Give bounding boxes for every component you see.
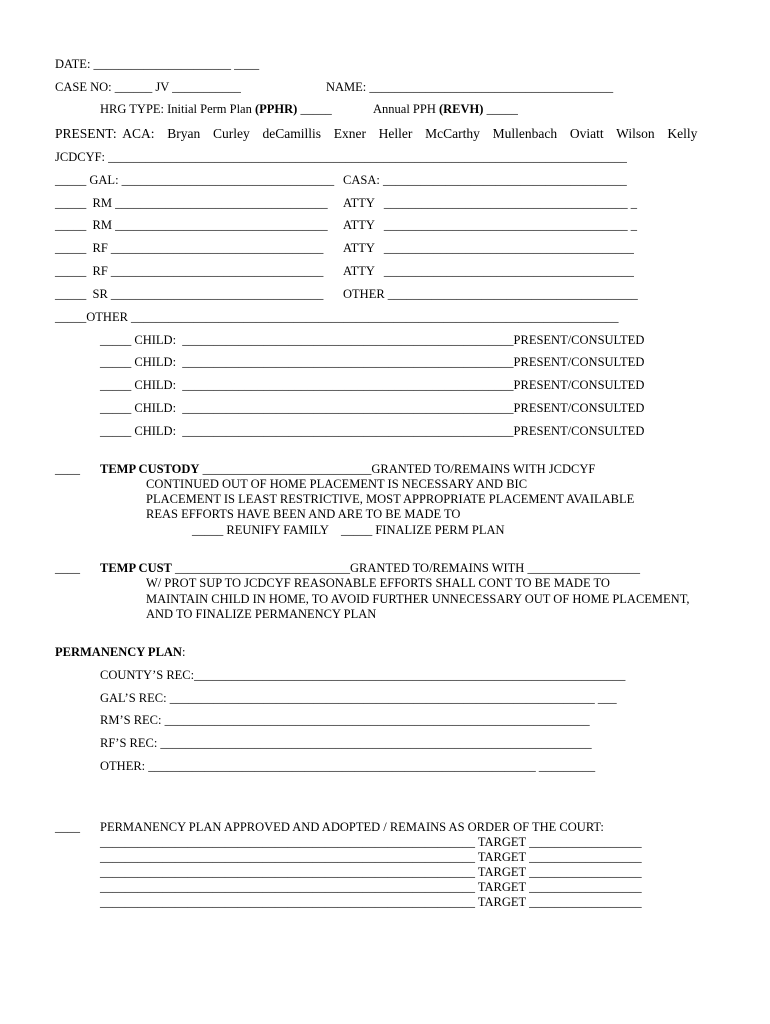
child-row[interactable]: _____ CHILD: _____________________________________________________PRESENT/CONSULTED [100, 401, 645, 415]
temp-cust-blank[interactable]: ____________________________GRANTED TO/REMAINS WITH __________________ [171, 561, 640, 575]
annual-pph-label: Annual PPH [373, 102, 436, 116]
participant-rm-1[interactable]: _____ RM __________________________________ [55, 196, 328, 210]
temp-custody-text: PLACEMENT IS LEAST RESTRICTIVE, MOST APPROPRIATE PLACEMENT AVAILABLE [146, 492, 635, 506]
rm-rec-field[interactable]: RM’S REC: ____________________________________________________________________ [100, 713, 590, 727]
gal-rec-field[interactable]: GAL’S REC: ____________________________________________________________________ ___ [100, 691, 617, 705]
participant-rf-1[interactable]: _____ RF __________________________________ [55, 241, 324, 255]
target-row[interactable]: ____________________________________________________________ TARGET __________________ [100, 835, 642, 849]
target-row[interactable]: ____________________________________________________________ TARGET __________________ [100, 880, 642, 894]
temp-custody-options[interactable]: _____ REUNIFY FAMILY _____ FINALIZE PERM PLAN [192, 523, 505, 537]
participant-rm-2[interactable]: _____ RM __________________________________ [55, 218, 328, 232]
permanency-heading: PERMANENCY PLAN: [55, 645, 186, 659]
temp-custody-text: REAS EFFORTS HAVE BEEN AND ARE TO BE MADE TO [146, 507, 461, 521]
jcdcyf-field[interactable]: JCDCYF: ___________________________________________________________________________________ [55, 150, 627, 164]
temp-cust-title: TEMP CUST [100, 561, 172, 575]
participant-rf-2[interactable]: _____ RF __________________________________ [55, 264, 324, 278]
hrg-type-code: (PPHR) [254, 102, 298, 116]
participant-rf-2-atty[interactable]: ATTY ________________________________________ [343, 264, 634, 278]
hrg-type-label: HRG TYPE: Initial Perm Plan [100, 102, 252, 116]
child-row[interactable]: _____ CHILD: _____________________________________________________PRESENT/CONSULTED [100, 424, 645, 438]
child-row[interactable]: _____ CHILD: _____________________________________________________PRESENT/CONSULTED [100, 378, 645, 392]
hrg-type-blank[interactable]: _____ [297, 102, 332, 116]
rf-rec-field[interactable]: RF’S REC: _____________________________________________________________________ [100, 736, 592, 750]
annual-pph-blank[interactable]: _____ [483, 102, 518, 116]
approved-checkbox[interactable]: ____ [55, 820, 80, 834]
present-line: PRESENT: ACA: Bryan Curley deCamillis Exner Heller McCarthy Mullenbach Oviatt Wilson Kelly [55, 126, 698, 141]
annual-pph-line [373, 102, 518, 117]
temp-cust-line [100, 561, 640, 576]
other-rec-field[interactable]: OTHER: ______________________________________________________________ _________ [100, 759, 596, 773]
temp-custody-checkbox[interactable]: ____ [55, 462, 80, 476]
participant-gal[interactable]: _____ GAL: __________________________________ [55, 173, 335, 187]
case-number-field[interactable]: CASE NO: ______ JV ___________ [55, 80, 241, 94]
target-row[interactable]: ____________________________________________________________ TARGET __________________ [100, 850, 642, 864]
temp-custody-title: TEMP CUSTODY [100, 462, 200, 476]
participant-sr[interactable]: _____ SR __________________________________ [55, 287, 324, 301]
temp-custody-blank[interactable]: ___________________________GRANTED TO/REMAINS WITH JCDCYF [199, 462, 596, 476]
participant-rm-1-atty[interactable]: ATTY _______________________________________ _ [343, 196, 637, 210]
participant-rf-1-atty[interactable]: ATTY ________________________________________ [343, 241, 634, 255]
other-participant-field[interactable]: _____OTHER ______________________________________________________________________________ [55, 310, 619, 324]
participant-other[interactable]: OTHER ________________________________________ [343, 287, 638, 301]
county-rec-field[interactable]: COUNTY’S REC:_____________________________________________________________________ [100, 668, 626, 682]
temp-custody-text: CONTINUED OUT OF HOME PLACEMENT IS NECESSARY AND BIC [146, 477, 528, 491]
name-field[interactable]: NAME: _______________________________________ [326, 80, 614, 94]
temp-cust-text: AND TO FINALIZE PERMANENCY PLAN [146, 607, 377, 621]
date-field[interactable]: DATE: ______________________ ____ [55, 57, 260, 71]
target-row[interactable]: ____________________________________________________________ TARGET __________________ [100, 895, 642, 909]
temp-cust-text: W/ PROT SUP TO JCDCYF REASONABLE EFFORTS SHALL CONT TO BE MADE TO [146, 576, 610, 590]
temp-cust-checkbox[interactable]: ____ [55, 561, 80, 575]
annual-pph-code: (REVH) [438, 102, 484, 116]
child-row[interactable]: _____ CHILD: _____________________________________________________PRESENT/CONSULTED [100, 355, 645, 369]
approved-text: PERMANENCY PLAN APPROVED AND ADOPTED / REMAINS AS ORDER OF THE COURT: [100, 820, 604, 834]
temp-cust-text: MAINTAIN CHILD IN HOME, TO AVOID FURTHER UNNECESSARY OUT OF HOME PLACEMENT, [146, 592, 690, 606]
participant-rm-2-atty[interactable]: ATTY _______________________________________ _ [343, 218, 637, 232]
child-row[interactable]: _____ CHILD: _____________________________________________________PRESENT/CONSULTED [100, 333, 645, 347]
hrg-type-line [100, 102, 332, 117]
temp-custody-line [100, 462, 595, 477]
target-row[interactable]: ____________________________________________________________ TARGET __________________ [100, 865, 642, 879]
participant-casa[interactable]: CASA: _______________________________________ [343, 173, 627, 187]
